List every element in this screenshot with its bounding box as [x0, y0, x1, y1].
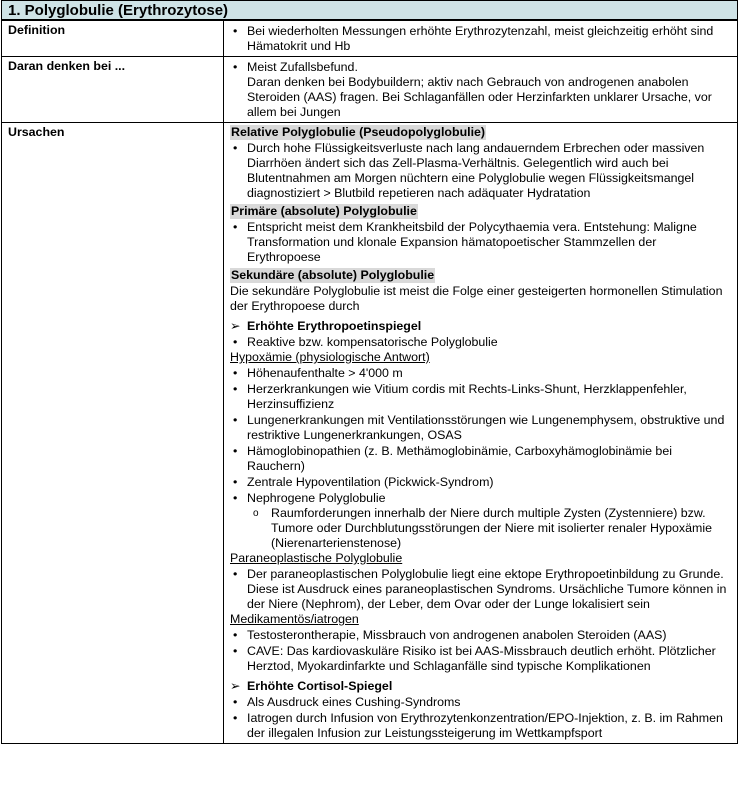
list-item: • Hämoglobinopathien (z. B. Methämoglobinämie, Carboxyhämoglobinämie bei Rauchern): [230, 444, 731, 474]
nephrogen-sublist: [247, 506, 731, 551]
primaer-list: [230, 220, 731, 265]
section-sekundaer: [230, 268, 731, 283]
heading-epo-text: Erhöhte Erythropoetinspiegel: [247, 319, 422, 333]
table-row-ursachen: [2, 123, 738, 744]
hypox-list: [230, 366, 731, 551]
nephrogen-label: Nephrogene Polyglobulie: [247, 491, 386, 505]
list-item: • CAVE: Das kardiovaskuläre Risiko ist bei AAS-Missbrauch deutlich erhöht. Plötzlicher Herztod, Myokardinfarkte und Schlaganfälle sind typische Komplikationen: [230, 644, 731, 674]
medik-list: [230, 628, 731, 674]
paraneo-list: [230, 567, 731, 612]
heading-sekundaer: Sekundäre (absolute) Polyglobulie: [231, 268, 435, 282]
heading-hypoxaemie: Hypoxämie (physiologische Antwort): [230, 350, 430, 364]
daran-list: [230, 60, 731, 120]
daran-rest: Daran denken bei Bodybuildern; aktiv nach Gebrauch von androgenen anabolen Steroiden (AAS) fragen. Bei Schlaganfällen oder Herzinfarkten unklarer Ursache, vor allem bei Jungen: [247, 75, 712, 119]
list-item: • Iatrogen durch Infusion von Erythrozytenkonzentration/EPO-Injektion, z. B. im Rahmen der illegalen Infusion zur Leistungssteigerung im Wettkampfsport: [230, 711, 731, 741]
row-label-definition: Definition: [2, 21, 224, 57]
list-item: • Als Ausdruck eines Cushing-Syndroms: [230, 695, 731, 710]
section-primaer: [230, 204, 731, 219]
list-item: • Durch hohe Flüssigkeitsverluste nach lang andauerndem Erbrechen oder massiven Diarrhöen ändert sich das Zell-Plasma-Verhältnis. Gelegentlich wird auch bei Blutentnahmen am Morgen nüchtern eine Polyglobulie wegen Flüssigkeitsmangel diagnostiziert > Blutbild repetieren nach adäquater Hydratation: [230, 141, 731, 201]
list-item: • Zentrale Hypoventilation (Pickwick-Syndrom): [230, 475, 731, 490]
list-item: [230, 60, 731, 120]
list-item: [230, 491, 731, 551]
daran-first-line: Meist Zufallsbefund.: [247, 60, 358, 74]
table-row-daran: [2, 57, 738, 123]
info-table: [1, 20, 738, 744]
epo-list: [230, 335, 731, 350]
definition-list: [230, 24, 731, 54]
relative-list: [230, 141, 731, 201]
table-row-definition: [2, 21, 738, 57]
list-item: • Höhenaufenthalte > 4'000 m: [230, 366, 731, 381]
row-content-ursachen: [224, 123, 738, 744]
sub-list-item: o Raumforderungen innerhalb der Niere durch multiple Zysten (Zystenniere) bzw. Tumore oder Durchblutungsstörungen der Niere mit isolierter renaler Hypoxämie (Nierenarterienstenose): [247, 506, 731, 551]
document-page: [1, 0, 738, 744]
row-label-daran: Daran denken bei ...: [2, 57, 224, 123]
arrow-icon: ➢: [230, 679, 241, 693]
heading-primaer: Primäre (absolute) Polyglobulie: [231, 204, 417, 218]
row-label-ursachen: Ursachen: [2, 123, 224, 744]
list-item: • Herzerkrankungen wie Vitium cordis mit Rechts-Links-Shunt, Herzklappenfehler, Herzinsuffizienz: [230, 382, 731, 412]
cortisol-list: [230, 695, 731, 741]
heading-relative: Relative Polyglobulie (Pseudopolyglobulie): [231, 125, 486, 139]
list-item: • Testosterontherapie, Missbrauch von androgenen anabolen Steroiden (AAS): [230, 628, 731, 643]
heading-paraneoplastisch: Paraneoplastische Polyglobulie: [230, 551, 403, 565]
list-item: • Bei wiederholten Messungen erhöhte Erythrozytenzahl, meist gleichzeitig erhöht sind Hämatokrit und Hb: [230, 24, 731, 54]
section-relative: [230, 125, 731, 140]
list-item: • Der paraneoplastischen Polyglobulie liegt eine ektope Erythropoetinbildung zu Grunde. Diese ist Ausdruck eines paraneoplastischen Syndroms. Ursächliche Tumore können in der Niere (Nephrom), der Leber, dem Ovar oder der Lunge lokalisiert sein: [230, 567, 731, 612]
heading-cortisol-text: Erhöhte Cortisol-Spiegel: [247, 679, 393, 693]
row-content-daran: [224, 57, 738, 123]
list-item: • Lungenerkrankungen mit Ventilationsstörungen wie Lungenemphysem, obstruktive und restriktive Lungenerkrankungen, OSAS: [230, 413, 731, 443]
heading-medikamentoes: Medikamentös/iatrogen: [230, 612, 359, 626]
list-item: • Entspricht meist dem Krankheitsbild der Polycythaemia vera. Entstehung: Maligne Transformation und klonale Expansion hämatopoetischer Stammzellen der Erythropoese: [230, 220, 731, 265]
list-item: • Reaktive bzw. kompensatorische Polyglobulie: [230, 335, 731, 350]
page-title: 1. Polyglobulie (Erythrozytose): [1, 0, 738, 20]
sekundaer-intro: Die sekundäre Polyglobulie ist meist die Folge einer gesteigerten hormonellen Stimulation der Erythropoese durch: [230, 284, 723, 313]
row-content-definition: [224, 21, 738, 57]
heading-cortisol: [230, 679, 731, 694]
arrow-icon: ➢: [230, 319, 241, 333]
heading-epo: [230, 319, 731, 334]
